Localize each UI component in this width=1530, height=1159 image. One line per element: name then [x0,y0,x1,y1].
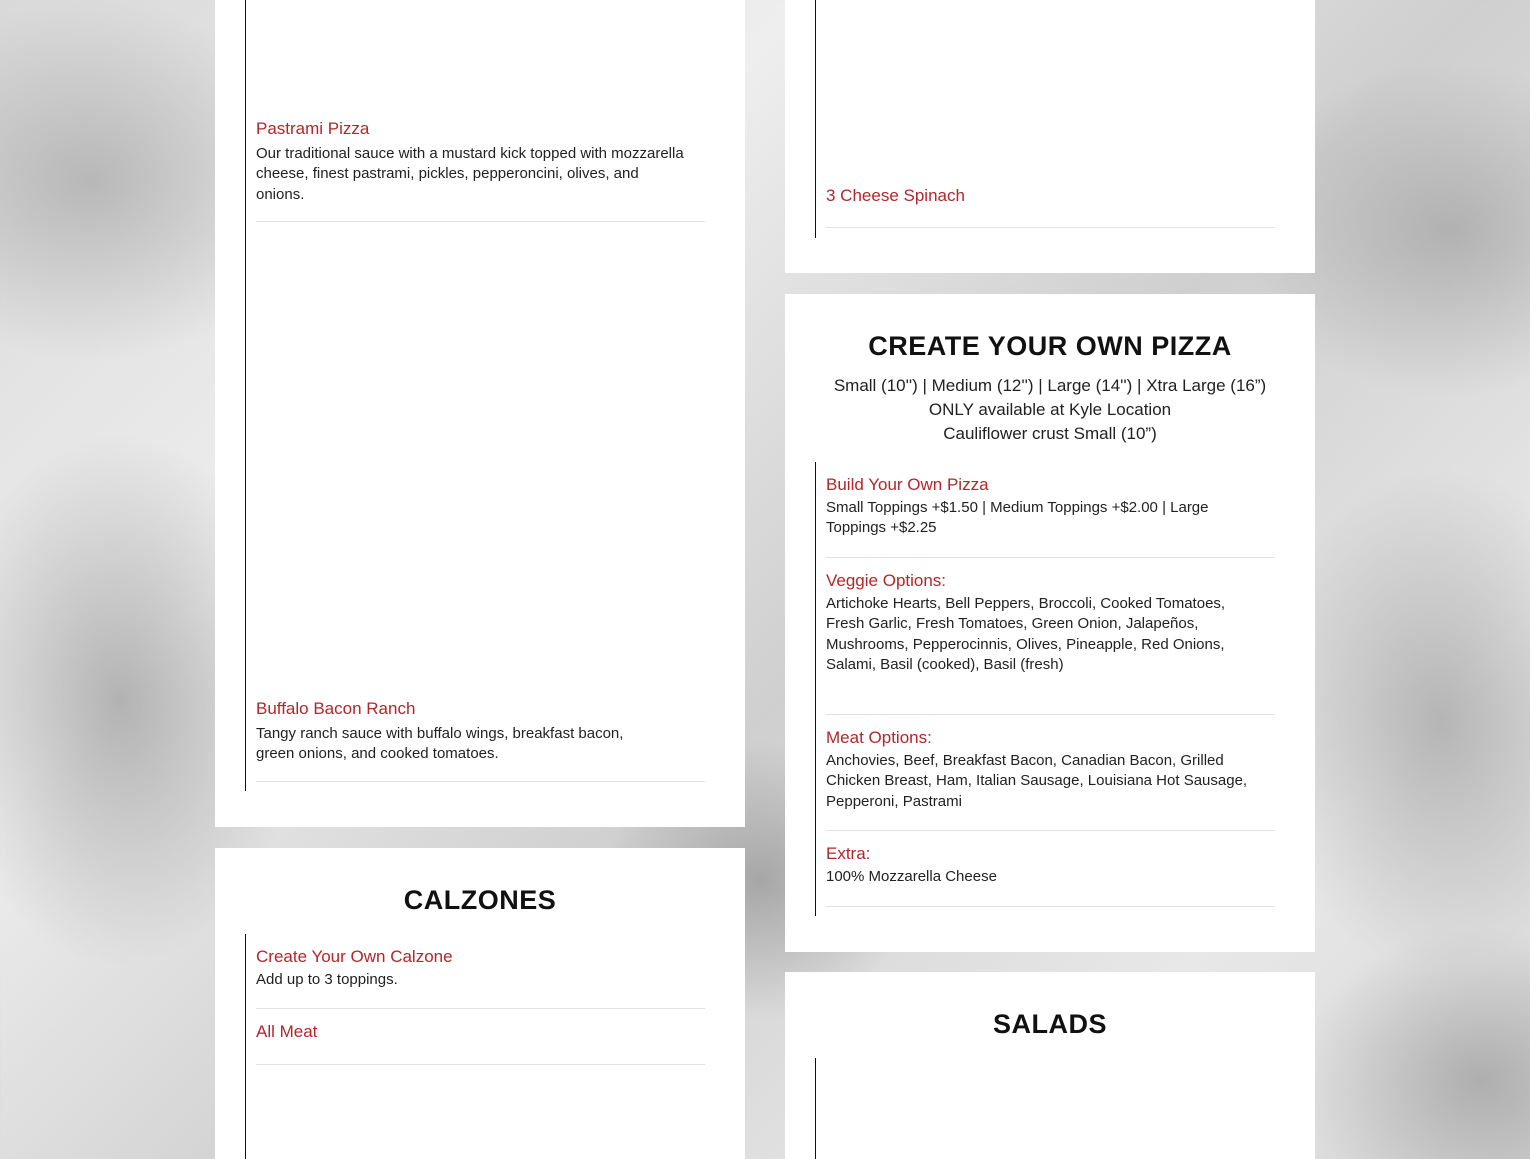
menu-item[interactable] [826,570,1275,675]
menu-items-list [815,0,1276,238]
menu-item[interactable] [826,727,1275,812]
section-title-calzones: CALZONES [403,885,557,915]
pizza-menu-card-left [215,0,745,827]
menu-item-description: 100% Mozzarella Cheese [826,868,997,885]
menu-item-title: Create Your Own Calzone [256,947,453,966]
menu-item-title: Buffalo Bacon Ranch [256,699,416,718]
item-divider [826,906,1275,907]
menu-item-title: All Meat [256,1022,318,1041]
create-your-own-pizza-card [785,294,1315,952]
section-title-salads: SALADS [992,1009,1107,1039]
menu-items-list [815,1058,1276,1159]
item-divider [826,830,1275,831]
menu-item-description: Our traditional sauce with a mustard kick topped with mozzarella cheese, finest pastrami, pickles, pepperoncini, olives, and onions. [256,145,684,203]
size-options-line: Small (10'') | Medium (12'') | Large (14'') | Xtra Large (16”) [833,376,1267,395]
menu-item[interactable] [256,946,705,990]
menu-item[interactable] [256,1021,705,1043]
item-divider [256,1008,705,1009]
menu-item-description: Small Toppings +$1.50 | Medium Toppings +$2.00 | Large Toppings +$2.25 [826,499,1209,537]
item-divider [256,221,705,222]
menu-items-list [815,462,1276,916]
menu-item-title: 3 Cheese Spinach [826,186,965,205]
item-divider [256,1064,705,1065]
location-note-line: ONLY available at Kyle Location [928,400,1172,419]
menu-items-list [245,934,706,1159]
menu-item[interactable] [826,474,1275,539]
menu-item[interactable] [256,698,705,765]
section-title-create-your-own-pizza: CREATE YOUR OWN PIZZA [868,331,1232,361]
menu-item-title: Pastrami Pizza [256,119,370,138]
menu-item[interactable] [826,185,1275,207]
menu-item-title: Veggie Options: [826,571,947,590]
item-divider [826,227,1275,228]
menu-item-title: Extra: [826,844,871,863]
calzones-card [215,848,745,1159]
menu-item-description: Artichoke Hearts, Bell Peppers, Broccoli, Cooked Tomatoes, Fresh Garlic, Fresh Tomatoes, Green Onion, Jalapeños, Mushrooms, Pepperocinnis, Olives, Pineapple, Red Onions, Salami, Basil (cooked), Basil (fresh) [826,595,1226,673]
menu-item[interactable] [826,843,1275,887]
item-divider [826,557,1275,558]
menu-item-title: Meat Options: [826,728,932,747]
menu-item-description: Tangy ranch sauce with buffalo wings, breakfast bacon, green onions, and cooked tomatoes. [256,725,624,763]
item-divider [256,781,705,782]
menu-item-description: Anchovies, Beef, Breakfast Bacon, Canadian Bacon, Grilled Chicken Breast, Ham, Italian Sausage, Louisiana Hot Sausage, Pepperoni, Pastrami [826,752,1248,810]
menu-item-title: Build Your Own Pizza [826,475,989,494]
cauliflower-crust-line: Cauliflower crust Small (10”) [943,424,1157,443]
menu-items-list [245,0,706,791]
salads-card [785,972,1315,1159]
menu-item-description: Add up to 3 toppings. [256,971,398,988]
pizza-menu-card-right [785,0,1315,273]
menu-item[interactable] [256,118,705,205]
item-divider [826,714,1275,715]
